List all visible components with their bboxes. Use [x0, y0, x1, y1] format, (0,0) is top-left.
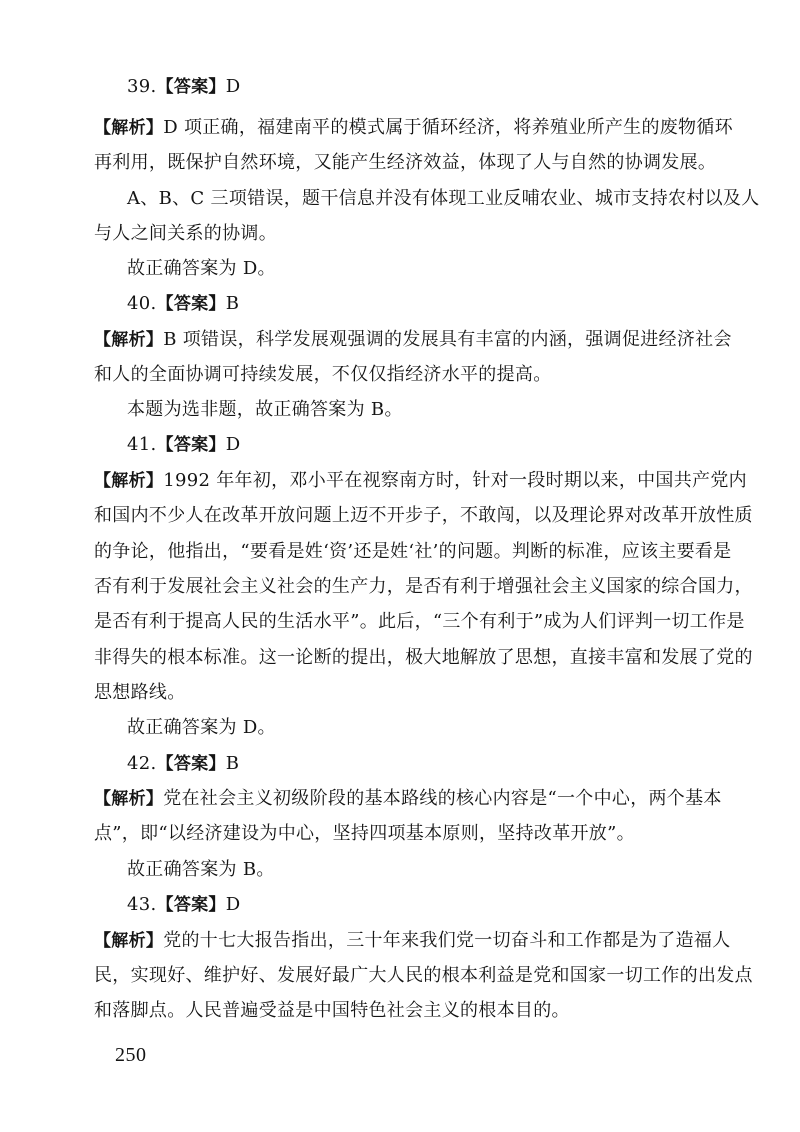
explanation-tag: 【解析】 — [94, 118, 164, 138]
explanation-line: 否有利于发展社会主义社会的生产力，是否有利于增强社会主义国家的综合国力， — [94, 576, 753, 597]
explanation-line: 点”，即“以经济建设为中心，坚持四项基本原则，坚持改革开放”。 — [94, 823, 635, 844]
page-number: 250 — [115, 1044, 147, 1066]
answer-letter: D — [225, 894, 241, 915]
explanation-line: 思想路线。 — [94, 682, 186, 703]
question-number: 40. — [127, 293, 157, 314]
answer-letter: D — [225, 76, 241, 97]
explanation-text: D 项正确，福建南平的模式属于循环经济，将养殖业所产生的废物循环 — [163, 117, 733, 138]
explanation-text: 党在社会主义初级阶段的基本路线的核心内容是“一个中心，两个基本 — [163, 788, 722, 809]
question-number: 43. — [127, 894, 157, 915]
explanation-line — [94, 469, 747, 493]
explanation-tag: 【解析】 — [94, 330, 164, 350]
explanation-text: B 项错误，科学发展观强调的发展具有丰富的内涵，强调促进经济社会 — [163, 329, 732, 350]
explanation-line: 的争论，他指出，“要看是姓‘资’还是姓‘社’的问题。判断的标准，应该主要看是 — [94, 541, 732, 562]
explanation-line: 与人之间关系的协调。 — [94, 223, 277, 244]
question-number: 39. — [127, 76, 157, 97]
answer-tag: 【答案】 — [156, 77, 226, 97]
explanation-line: 和落脚点。人民普遍受益是中国特色社会主义的根本目的。 — [94, 1000, 570, 1021]
answer-heading-43 — [127, 893, 240, 917]
answer-letter: B — [225, 293, 240, 314]
conclusion-line: 本题为选非题，故正确答案为 B。 — [127, 399, 403, 420]
explanation-line: 再利用，既保护自然环境，又能产生经济效益，体现了人与自然的协调发展。 — [94, 152, 717, 173]
answer-letter: B — [225, 753, 240, 774]
answer-heading-40 — [127, 292, 239, 316]
answer-letter: D — [225, 434, 241, 455]
explanation-line: A、B、C 三项错误，题干信息并没有体现工业反哺农业、城市支持农村以及人 — [127, 188, 760, 209]
explanation-line — [94, 929, 731, 953]
explanation-line — [94, 787, 722, 811]
explanation-line: 是否有利于提高人民的生活水平”。此后，“三个有利于”成为人们评判一切工作是 — [94, 611, 745, 632]
explanation-line: 和人的全面协调可持续发展，不仅仅指经济水平的提高。 — [94, 364, 552, 385]
answer-tag: 【答案】 — [156, 895, 226, 915]
explanation-tag: 【解析】 — [94, 931, 164, 951]
explanation-line: 非得失的根本标准。这一论断的提出，极大地解放了思想，直接丰富和发展了党的 — [94, 647, 753, 668]
conclusion-line: 故正确答案为 D。 — [127, 717, 276, 738]
explanation-line — [94, 328, 732, 352]
answer-heading-41 — [127, 433, 240, 457]
explanation-text: 党的十七大报告指出，三十年来我们党一切奋斗和工作都是为了造福人 — [163, 930, 731, 951]
explanation-tag: 【解析】 — [94, 471, 164, 491]
explanation-text: 1992 年年初，邓小平在视察南方时，针对一段时期以来，中国共产党内 — [163, 470, 747, 491]
answer-tag: 【答案】 — [156, 754, 226, 774]
conclusion-line: 故正确答案为 B。 — [127, 859, 275, 880]
question-number: 42. — [127, 753, 157, 774]
explanation-line: 民，实现好、维护好、发展好最广大人民的根本利益是党和国家一切工作的出发点 — [94, 965, 753, 986]
conclusion-line: 故正确答案为 D。 — [127, 258, 276, 279]
explanation-line: 和国内不少人在改革开放问题上迈不开步子，不敢闯，以及理论界对改革开放性质 — [94, 505, 753, 526]
question-number: 41. — [127, 434, 157, 455]
explanation-line — [94, 116, 733, 140]
answer-tag: 【答案】 — [156, 435, 226, 455]
answer-tag: 【答案】 — [156, 294, 226, 314]
explanation-tag: 【解析】 — [94, 789, 164, 809]
answer-heading-39 — [127, 75, 240, 99]
answer-heading-42 — [127, 752, 239, 776]
